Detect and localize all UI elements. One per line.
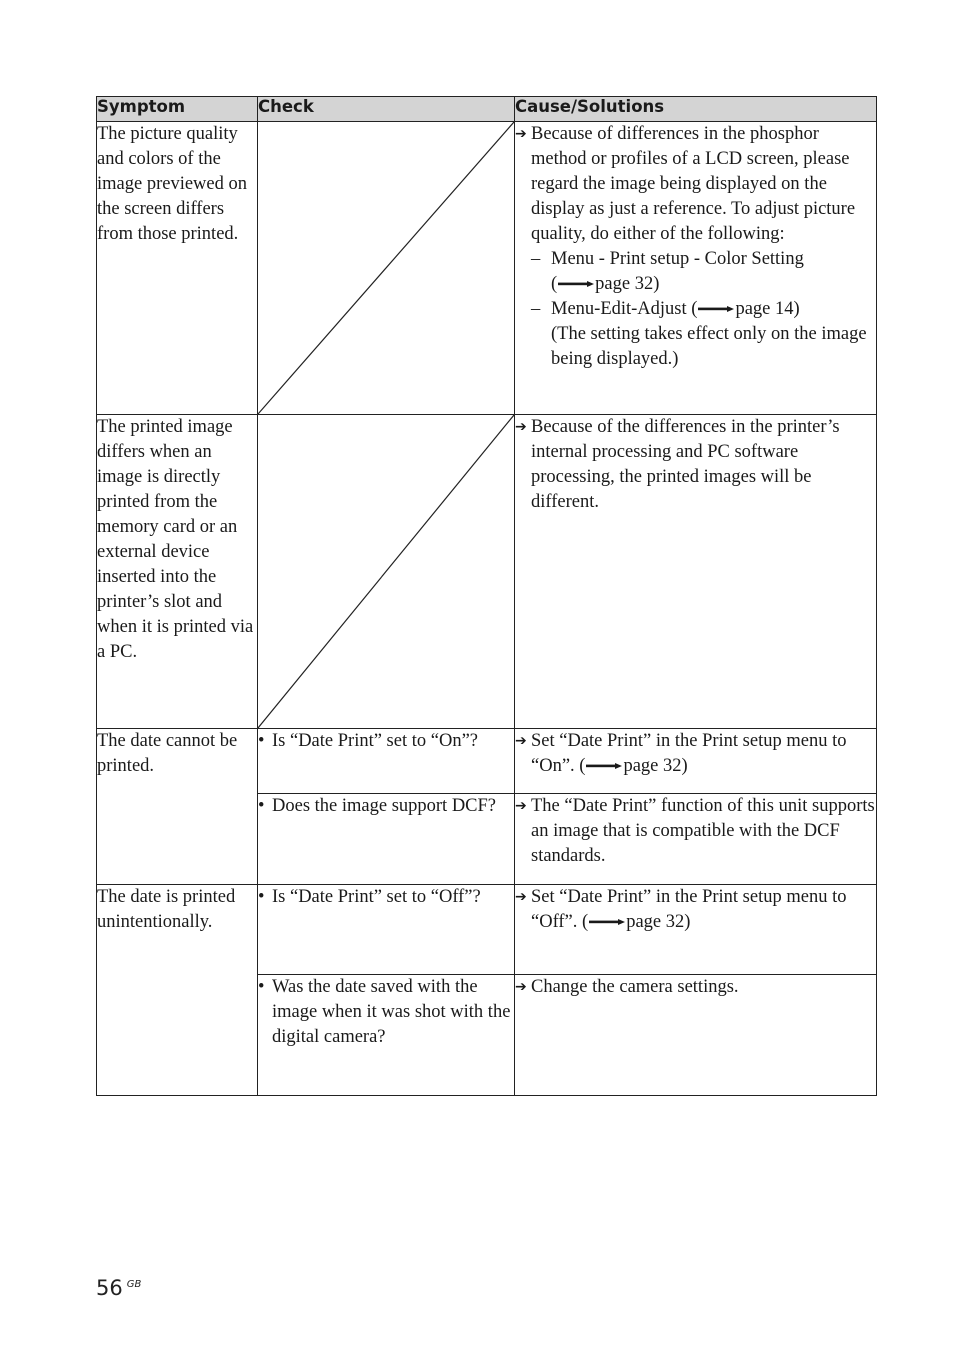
open-paren: ( (551, 274, 558, 294)
arrow-icon: ➔ (515, 979, 527, 995)
table-row (97, 729, 877, 794)
cause-cell (515, 415, 877, 729)
check-text: Does the image support DCF? (272, 796, 497, 816)
diagonal-line (258, 122, 514, 414)
check-text: Was the date saved with the image when it was shot with the digital camera? (272, 977, 511, 1047)
empty-check-cell (258, 415, 515, 729)
cause-text: Change the camera settings. (531, 977, 739, 997)
check-text: Is “Date Print” set to “Off”? (272, 887, 481, 907)
bullet-marker: • (258, 887, 265, 907)
dash-marker: – (531, 299, 541, 319)
arrow-icon: ➔ (515, 126, 527, 142)
bullet-marker: • (258, 731, 265, 751)
dash-marker: – (531, 249, 541, 269)
option-text: Menu-Edit-Adjust ( (551, 299, 698, 319)
page-ref-arrow-icon (557, 277, 595, 289)
option-note: (The setting takes effect only on the image being displayed.) (551, 324, 867, 369)
symptom-cell: The date cannot be printed. (97, 729, 258, 885)
header-check: Check (258, 97, 515, 122)
cause-text: Because of the differences in the printer’s internal processing and PC software processing, the printed images will be different. (531, 417, 840, 512)
page-ref: page 32) (626, 912, 691, 932)
table (96, 96, 877, 1096)
cause-text: Set “Date Print” in the Print setup menu to “On”. ( (531, 731, 847, 776)
diagonal-line (258, 415, 514, 728)
check-text: Is “Date Print” set to “On”? (272, 731, 478, 751)
empty-check-cell (258, 122, 515, 415)
arrow-icon: ➔ (515, 798, 527, 814)
table-row (97, 415, 877, 729)
troubleshooting-table (96, 96, 876, 1100)
page-ref-arrow-icon (585, 759, 623, 771)
header-cause: Cause/Solutions (515, 97, 877, 122)
header-row (97, 97, 877, 122)
page-ref: page 32) (595, 274, 660, 294)
table-row (97, 122, 877, 415)
cause-cell (515, 885, 877, 975)
cause-text: Set “Date Print” in the Print setup menu to “Off”. ( (531, 887, 847, 932)
cause-cell (515, 975, 877, 1096)
symptom-cell: The date is printed unintentionally. (97, 885, 258, 1096)
page-footer (96, 1276, 141, 1300)
table-row (97, 885, 877, 975)
bullet-marker: • (258, 977, 265, 997)
check-cell (258, 794, 515, 885)
arrow-icon: ➔ (515, 419, 527, 435)
cause-text: Because of differences in the phosphor method or profiles of a LCD screen, please regard the image being displayed on the display as just a reference. To adjust picture quality, do either of the following: (531, 124, 856, 244)
check-cell (258, 729, 515, 794)
check-cell (258, 885, 515, 975)
arrow-icon: ➔ (515, 889, 527, 905)
cause-cell (515, 794, 877, 885)
page-ref-arrow-icon (588, 915, 626, 927)
check-cell (258, 975, 515, 1096)
symptom-cell: The picture quality and colors of the image previewed on the screen differs from those printed. (97, 122, 258, 415)
region-code: GB (126, 1279, 142, 1290)
cause-text: The “Date Print” function of this unit supports an image that is compatible with the DCF standards. (531, 796, 875, 866)
page-ref-arrow-icon (697, 302, 735, 314)
cause-cell (515, 729, 877, 794)
page-number: 56 (96, 1276, 123, 1300)
option-text: Menu - Print setup - Color Setting (551, 249, 804, 269)
header-symptom: Symptom (97, 97, 258, 122)
page-ref: page 14) (735, 299, 800, 319)
page-ref: page 32) (623, 756, 688, 776)
bullet-marker: • (258, 796, 265, 816)
arrow-icon: ➔ (515, 733, 527, 749)
cause-cell (515, 122, 877, 415)
symptom-cell: The printed image differs when an image is directly printed from the memory card or an external device inserted into the printer’s slot and when it is printed via a PC. (97, 415, 258, 729)
